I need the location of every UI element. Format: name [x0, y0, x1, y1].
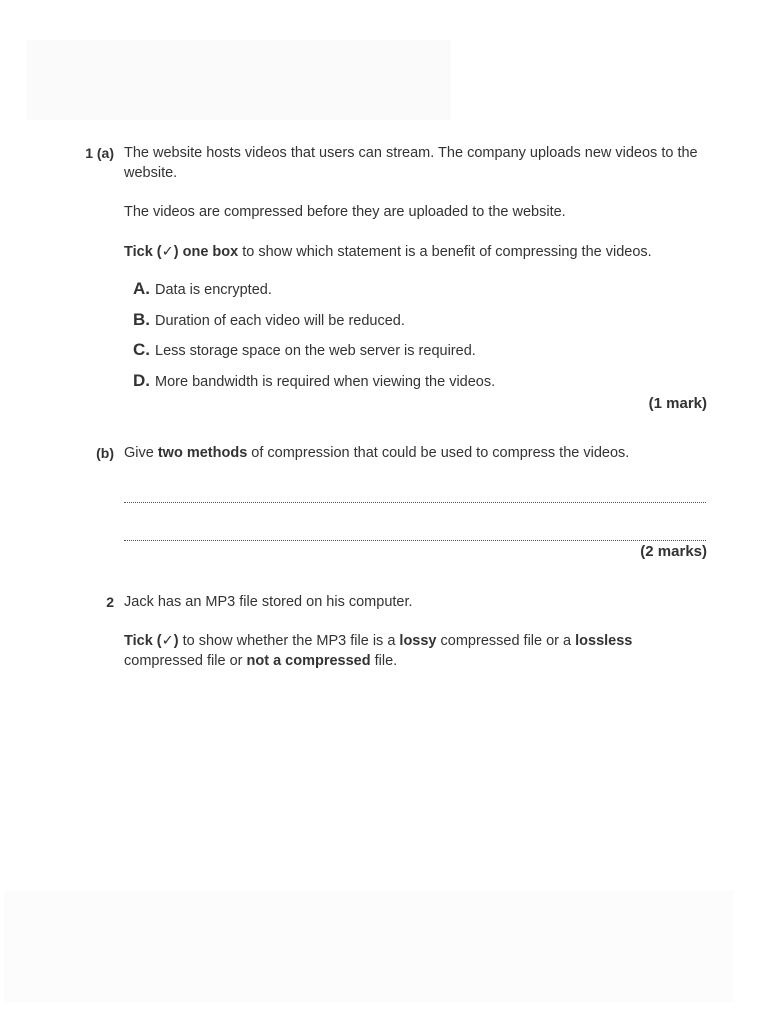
q2-not-compressed: not a compressed [246, 653, 371, 669]
question-1b-rest: of compression that could be used to compress the videos. [247, 445, 630, 461]
q2-part3: compressed file or [124, 653, 247, 669]
option-d-text[interactable]: More bandwidth is required when viewing the videos. [155, 374, 496, 390]
option-d-letter: D. [133, 371, 150, 390]
question-1b-marks: (2 marks) [640, 543, 707, 560]
q2-part1: to show whether the MP3 file is a [178, 633, 400, 649]
question-2-instruction-line2 [124, 651, 724, 671]
question-1a-instruction [124, 242, 652, 262]
instruction-tick-bold: Tick (✓) one box [124, 244, 239, 260]
question-2-intro: Jack has an MP3 file stored on his computer. [124, 594, 413, 610]
footer-shaded-area [4, 890, 734, 1002]
question-2-instruction-line1 [124, 631, 724, 651]
option-c-letter: C. [133, 340, 150, 359]
answer-line-2[interactable] [124, 540, 706, 541]
option-c-text[interactable]: Less storage space on the web server is required. [155, 343, 476, 359]
question-1b-text [124, 443, 629, 463]
option-a-letter: A. [133, 279, 150, 298]
q2-part4: file. [370, 653, 398, 669]
question-1b-give: Give [124, 445, 158, 461]
answer-line-1[interactable] [124, 502, 706, 503]
header-shaded-area [27, 40, 451, 120]
option-b-text[interactable]: Duration of each video will be reduced. [155, 313, 405, 329]
question-1a-intro [124, 143, 724, 183]
question-number-1b: (b) [96, 445, 114, 461]
instruction-rest: to show which statement is a benefit of compressing the videos. [238, 244, 652, 260]
q2-part2: compressed file or a [436, 633, 576, 649]
question-1b-two-methods: two methods [157, 445, 248, 461]
question-1a-intro-line2: website. [124, 165, 178, 181]
question-1a-intro-line1: The website hosts videos that users can stream. The company uploads new videos to the [124, 145, 698, 161]
question-number-2: 2 [106, 594, 114, 610]
q2-lossless: lossless [575, 633, 633, 649]
option-b-letter: B. [133, 310, 150, 329]
question-1a-marks: (1 mark) [648, 395, 707, 412]
q2-lossy: lossy [399, 633, 437, 649]
option-a-text[interactable]: Data is encrypted. [155, 282, 272, 298]
question-number-1a: 1 (a) [85, 145, 114, 161]
question-2-instruction [124, 631, 724, 671]
question-1a-compressed-line: The videos are compressed before they are uploaded to the website. [124, 204, 566, 220]
q2-tick-bold: Tick (✓) [124, 633, 179, 649]
